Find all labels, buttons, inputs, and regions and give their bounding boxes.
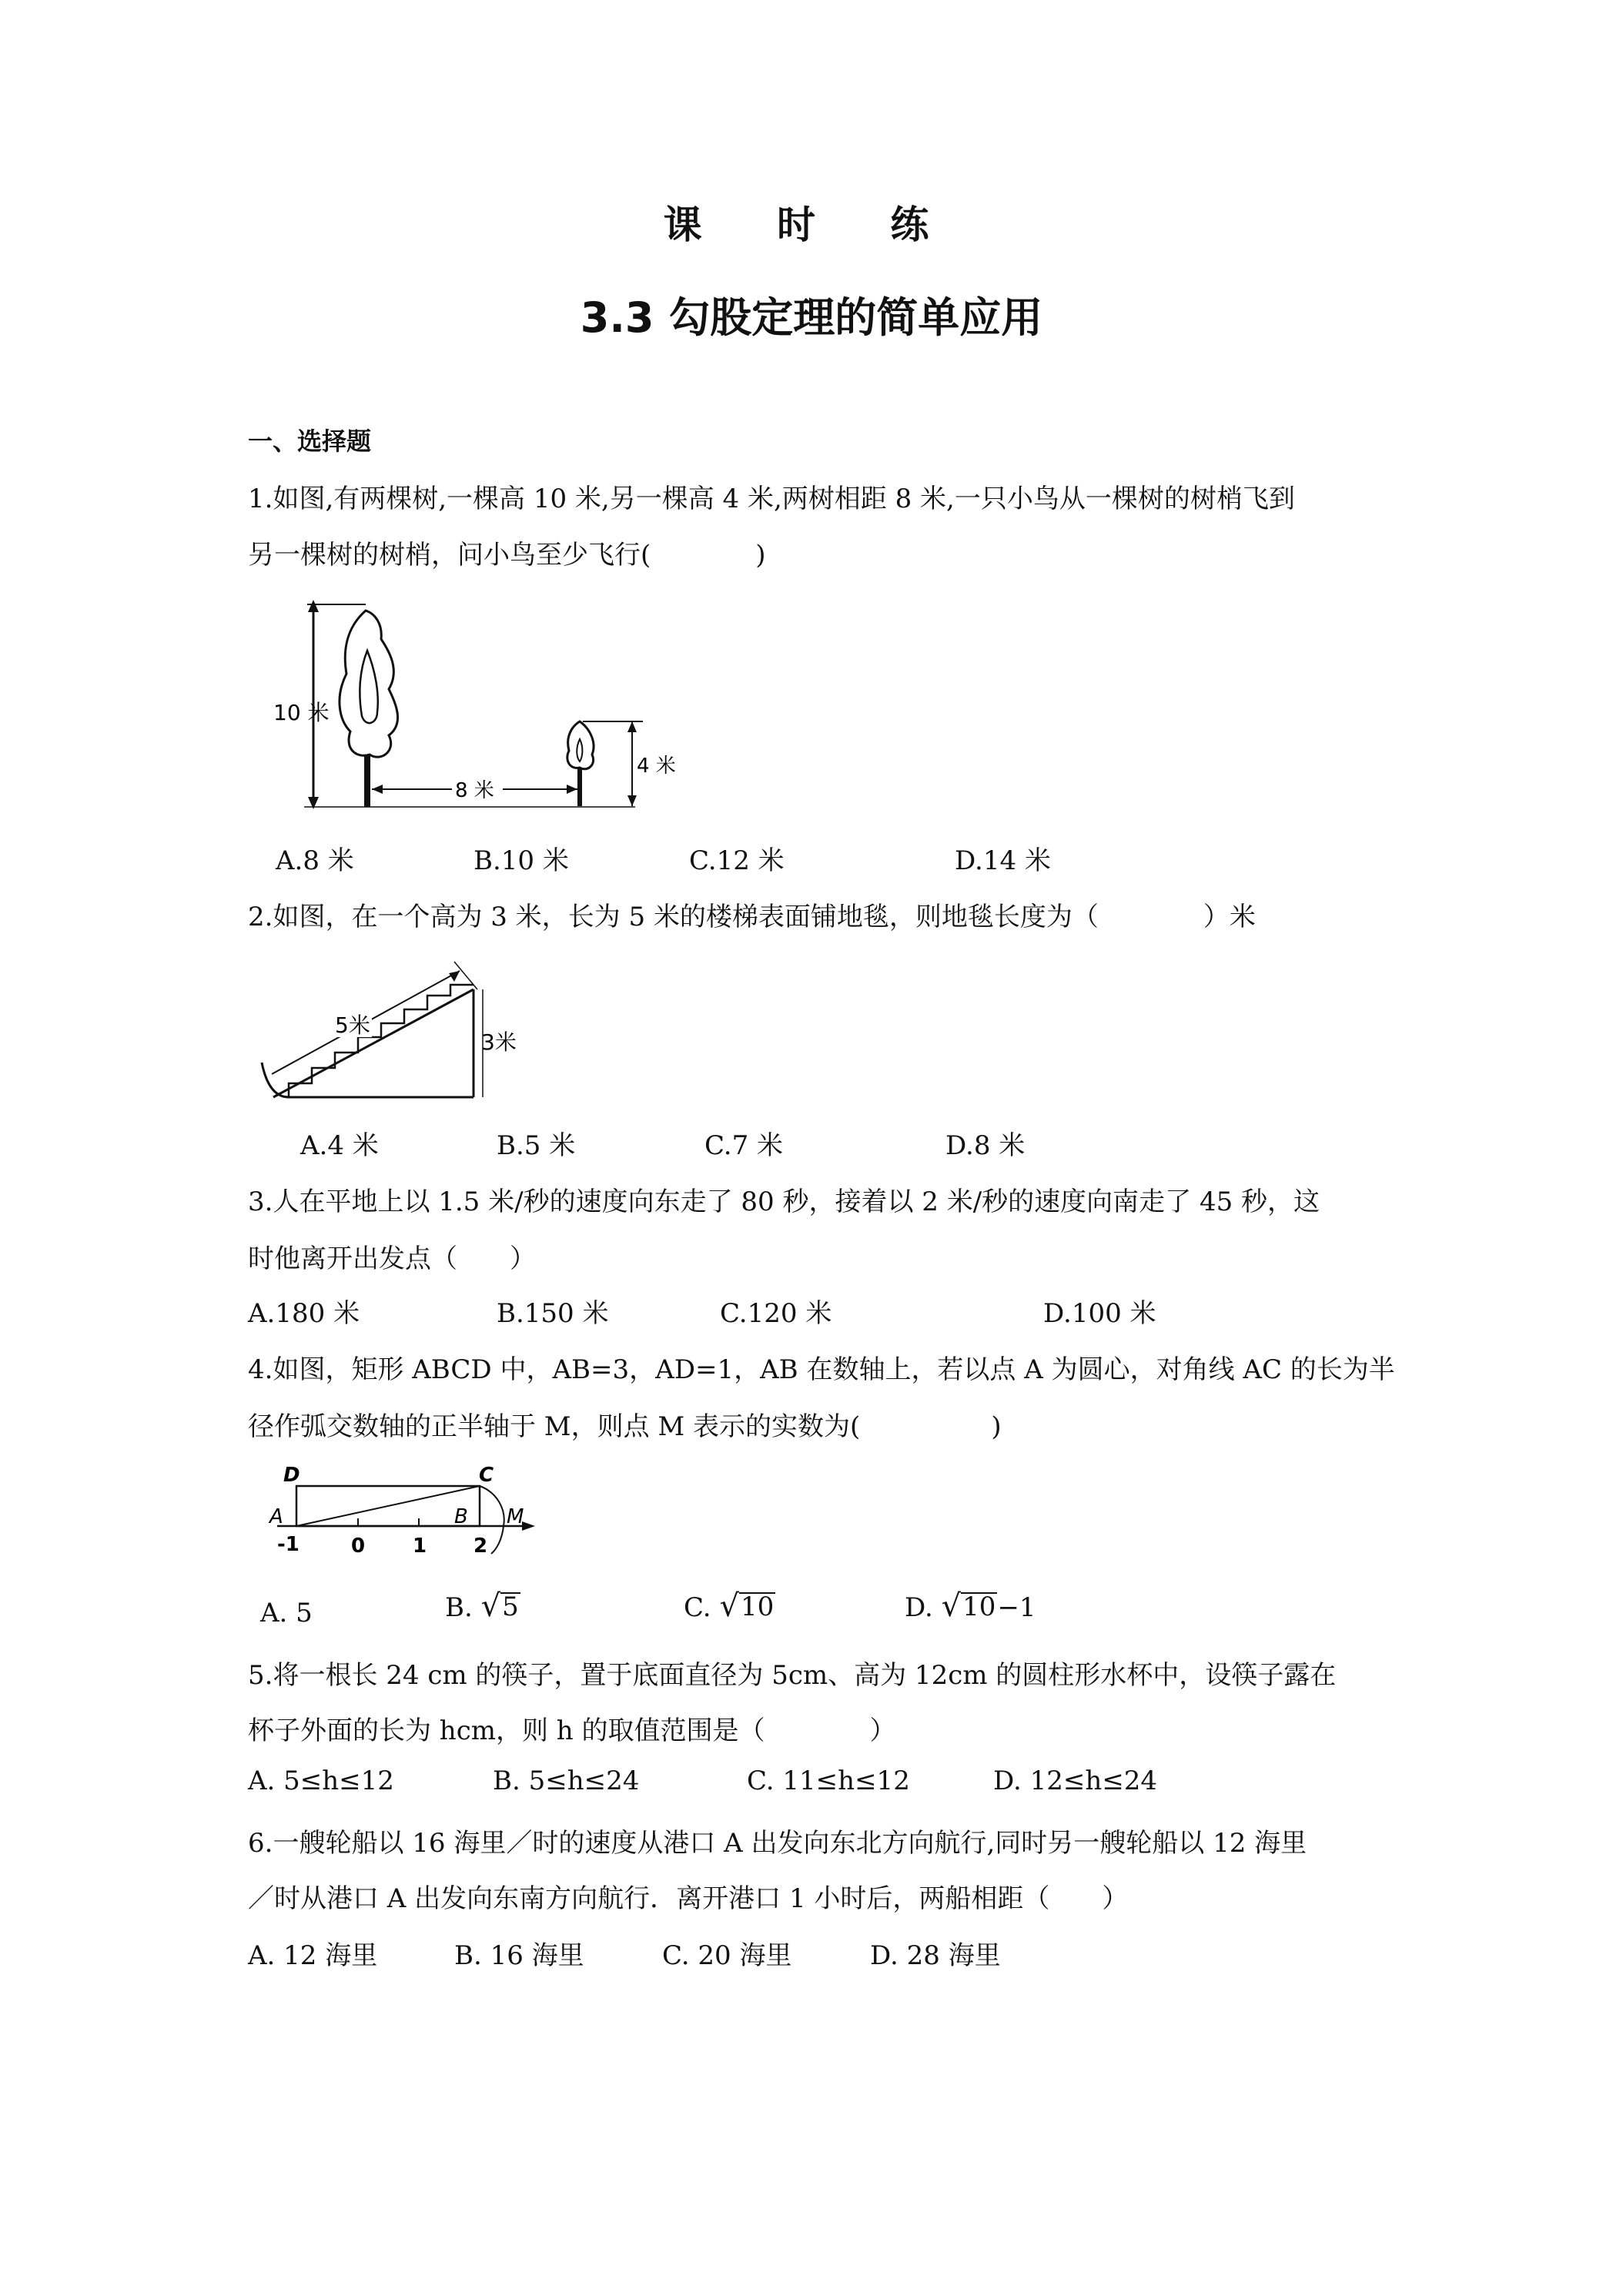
q5-text-line2: 杯子外面的长为 hcm，则 h 的取值范围是（ ） (248, 1715, 896, 1746)
q3-text-line1: 3.人在平地上以 1.5 米/秒的速度向东走了 80 秒，接着以 2 米/秒的速度向南走了 45 秒，这 (248, 1186, 1320, 1217)
q1-tall-tree-label: 10 米 (273, 700, 330, 725)
q6-option-d[interactable]: D. 28 海里 (870, 1940, 1001, 1971)
q2-staircase-figure (258, 959, 543, 1105)
q3-option-b[interactable]: B.150 米 (497, 1298, 609, 1329)
q4-tick-0: 0 (351, 1535, 366, 1558)
q5-option-a[interactable]: A. 5≤h≤12 (248, 1766, 394, 1796)
q4-option-d-sqrt: √ 10 (941, 1588, 996, 1624)
q2-length-label: 5米 (335, 1012, 370, 1038)
q4-text-line2: 径作弧交数轴的正半轴于 M，则点 M 表示的实数为( ) (248, 1411, 1002, 1442)
q1-option-c[interactable]: C.12 米 (689, 845, 785, 876)
q1-trees-figure (273, 597, 674, 816)
q2-option-d[interactable]: D.8 米 (945, 1130, 1026, 1161)
q6-option-c[interactable]: C. 20 海里 (662, 1940, 792, 1971)
q4-option-b-sqrt: √ 5 (480, 1588, 519, 1624)
page-title: 课 时 练 (663, 202, 960, 247)
q3-option-d[interactable]: D.100 米 (1043, 1298, 1156, 1329)
q4-option-a[interactable]: A. 5 (260, 1598, 313, 1628)
q4-point-m: M (507, 1505, 524, 1528)
q1-option-b[interactable]: B.10 米 (474, 845, 569, 876)
q5-option-b[interactable]: B. 5≤h≤24 (493, 1766, 640, 1796)
q6-text-line2: ／时从港口 A 出发向东南方向航行．离开港口 1 小时后，两船相距（ ） (248, 1883, 1129, 1914)
q4-point-b: B (454, 1505, 468, 1528)
q4-point-a: A (269, 1505, 283, 1528)
q2-option-c[interactable]: C.7 米 (704, 1130, 784, 1161)
section-heading: 一、选择题 (248, 427, 372, 456)
q6-text-line1: 6.一艘轮船以 16 海里／时的速度从港口 A 出发向东北方向航行,同时另一艘轮船以 12 海里 (248, 1828, 1307, 1859)
q1-option-d[interactable]: D.14 米 (955, 845, 1051, 876)
q5-text-line1: 5.将一根长 24 cm 的筷子，置于底面直径为 5cm、高为 12cm 的圆柱形水杯中，设筷子露在 (248, 1660, 1337, 1691)
q3-option-c[interactable]: C.120 米 (720, 1298, 832, 1329)
q6-option-a[interactable]: A. 12 海里 (248, 1940, 378, 1971)
q1-gap-label: 8 米 (455, 779, 494, 802)
q4-number-line-figure (262, 1463, 547, 1571)
page-subtitle: 3.3 勾股定理的简单应用 (580, 293, 1043, 342)
q3-option-a[interactable]: A.180 米 (248, 1298, 360, 1329)
q1-text-line2: 另一棵树的树梢，问小鸟至少飞行( ) (248, 540, 766, 571)
q4-text-line1: 4.如图，矩形 ABCD 中，AB=3，AD=1，AB 在数轴上，若以点 A 为圆心，对角线 AC 的长为半 (248, 1354, 1395, 1385)
q4-option-c-sqrt: √ 10 (719, 1588, 775, 1624)
q4-option-b[interactable]: B. √ 5 (445, 1588, 519, 1624)
q2-option-a[interactable]: A.4 米 (300, 1130, 379, 1161)
q6-option-b[interactable]: B. 16 海里 (454, 1940, 584, 1971)
q5-option-c[interactable]: C. 11≤h≤12 (747, 1766, 910, 1796)
q1-text-line1: 1.如图,有两棵树,一棵高 10 米,另一棵高 4 米,两树相距 8 米,一只小鸟从一棵树的树梢飞到 (248, 484, 1295, 514)
q3-text-line2: 时他离开出发点（ ） (248, 1243, 536, 1274)
q2-height-label: 3米 (481, 1029, 517, 1055)
q1-option-a[interactable]: A.8 米 (276, 845, 354, 876)
q4-option-d[interactable]: D. √ 10 −1 (905, 1588, 1036, 1624)
q4-tick-2: 2 (474, 1535, 488, 1558)
q4-option-c[interactable]: C. √ 10 (684, 1588, 775, 1624)
q4-tick-neg1: -1 (277, 1533, 300, 1556)
q4-tick-1: 1 (413, 1535, 427, 1558)
q5-option-d[interactable]: D. 12≤h≤24 (993, 1766, 1158, 1796)
q4-point-d: D (283, 1464, 300, 1487)
q4-point-c: C (479, 1464, 494, 1487)
q1-short-tree-label: 4 米 (637, 755, 676, 778)
q2-text-line1: 2.如图，在一个高为 3 米，长为 5 米的楼梯表面铺地毯，则地毯长度为（ ）米 (248, 902, 1256, 932)
q2-option-b[interactable]: B.5 米 (497, 1130, 576, 1161)
